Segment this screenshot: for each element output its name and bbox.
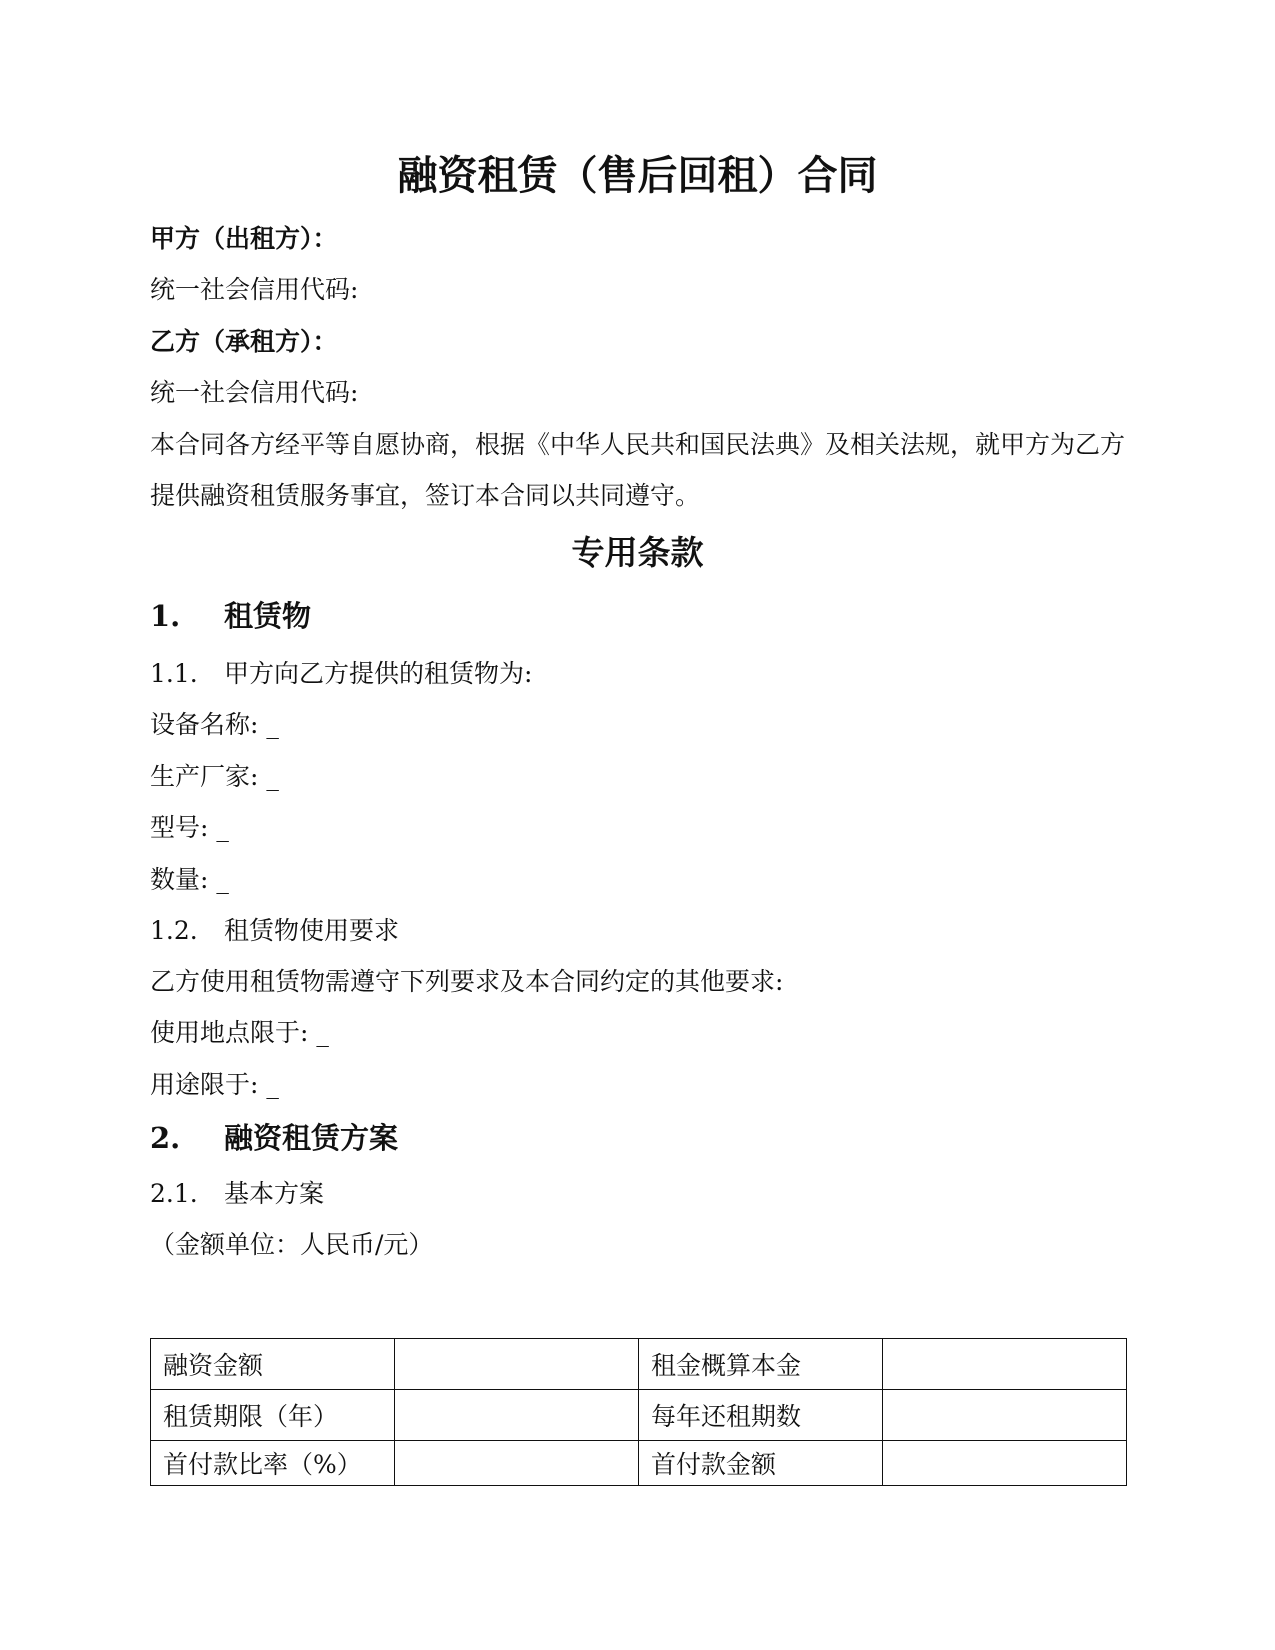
field-label: 数量: <box>150 865 209 894</box>
table-cell-label: 租赁期限（年） <box>151 1390 395 1441</box>
field-value: _ <box>316 1018 329 1047</box>
party-a-label: 甲方（出租方）： <box>150 224 338 253</box>
field-usage-purpose <box>150 1068 279 1102</box>
table-row <box>151 1339 1127 1390</box>
table-row <box>151 1390 1127 1441</box>
table-cell-value <box>395 1441 639 1486</box>
field-label: 设备名称: <box>150 710 259 739</box>
table-cell-value <box>395 1339 639 1390</box>
party-a-credit-code-label: 统一社会信用代码: <box>150 275 359 304</box>
table-cell-value <box>883 1441 1127 1486</box>
table-cell-value <box>395 1390 639 1441</box>
field-label: 生产厂家: <box>150 762 259 791</box>
section-1-number: 1. <box>150 599 181 633</box>
financing-plan-table <box>150 1338 1127 1486</box>
table-row <box>151 1441 1127 1486</box>
clause-1-2-text: 租赁物使用要求 <box>224 916 400 945</box>
field-usage-location <box>150 1016 329 1050</box>
usage-intro: 乙方使用租赁物需遵守下列要求及本合同约定的其他要求: <box>150 967 784 996</box>
table-cell-label: 每年还租期数 <box>639 1390 883 1441</box>
field-value: _ <box>266 762 279 791</box>
clause-1-2 <box>150 914 399 948</box>
clause-1-1 <box>150 657 532 691</box>
field-label: 使用地点限于: <box>150 1018 309 1047</box>
table-cell-label: 首付款金额 <box>639 1441 883 1486</box>
section-2-number: 2. <box>150 1121 181 1155</box>
field-equipment-name <box>150 708 279 742</box>
table-cell-label: 融资金额 <box>151 1339 395 1390</box>
table-cell-value <box>883 1339 1127 1390</box>
section-2-heading <box>150 1118 398 1158</box>
field-quantity <box>150 863 229 897</box>
preamble-line-2: 提供融资租赁服务事宜，签订本合同以共同遵守。 <box>150 481 701 510</box>
field-label: 用途限于: <box>150 1070 259 1099</box>
preamble-line-1: 本合同各方经平等自愿协商，根据《中华人民共和国民法典》及相关法规，就甲方为乙方 <box>150 430 1126 459</box>
clause-2-1-text: 基本方案 <box>224 1179 325 1208</box>
party-b-credit-code-label: 统一社会信用代码: <box>150 378 359 407</box>
section-1-title: 租赁物 <box>224 599 312 633</box>
field-value: _ <box>266 1070 279 1099</box>
table-cell-value <box>883 1390 1127 1441</box>
document-title: 融资租赁（售后回租）合同 <box>397 152 878 199</box>
clause-1-1-text: 甲方向乙方提供的租赁物为: <box>224 659 533 688</box>
clause-1-2-number: 1.2. <box>150 916 198 945</box>
field-label: 型号: <box>150 813 209 842</box>
field-manufacturer <box>150 760 279 794</box>
clause-2-1-number: 2.1. <box>150 1179 198 1208</box>
special-terms-title: 专用条款 <box>571 533 704 572</box>
table-cell-label: 租金概算本金 <box>639 1339 883 1390</box>
party-b-label: 乙方（承租方）： <box>150 327 338 356</box>
section-1-heading <box>150 596 311 636</box>
field-value: _ <box>266 710 279 739</box>
amount-unit-note: （金额单位：人民币/元） <box>150 1230 434 1259</box>
field-value: _ <box>216 813 229 842</box>
field-value: _ <box>216 865 229 894</box>
clause-1-1-number: 1.1. <box>150 659 198 688</box>
field-model <box>150 811 229 845</box>
section-2-title: 融资租赁方案 <box>224 1121 399 1155</box>
table-cell-label: 首付款比率（%） <box>151 1441 395 1486</box>
clause-2-1 <box>150 1177 324 1211</box>
